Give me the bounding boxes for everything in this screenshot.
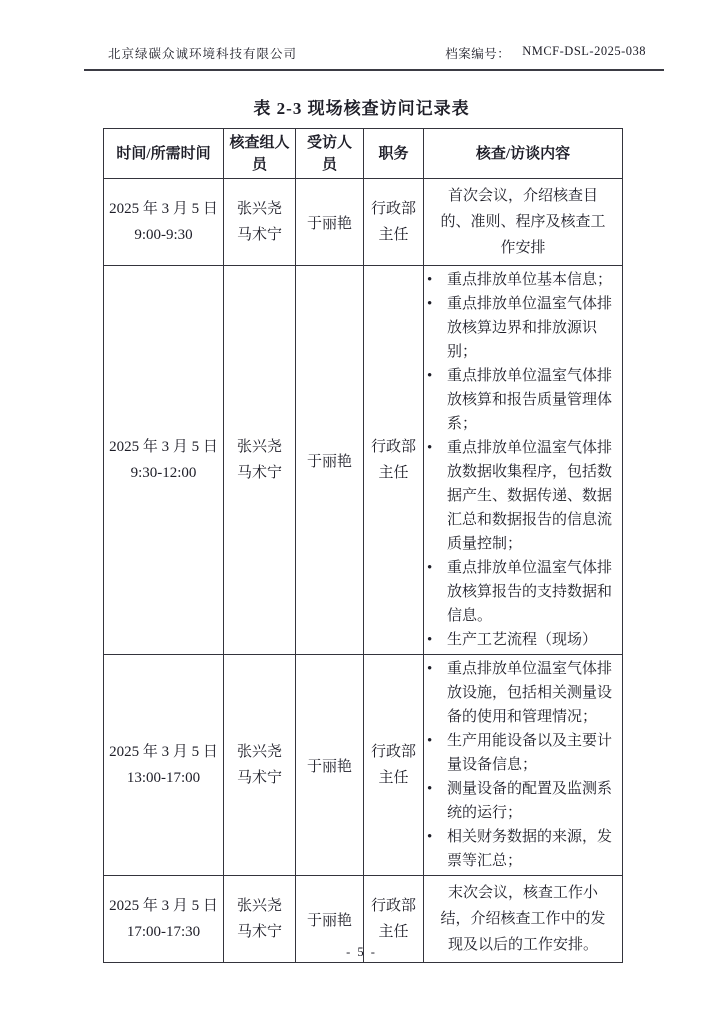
verifier-name: 马术宁 xyxy=(236,924,282,940)
list-item xyxy=(427,777,619,825)
role-text: 主任 xyxy=(378,465,409,481)
interviewee-cell: 于丽艳 xyxy=(296,266,364,655)
col-header-verifiers xyxy=(224,129,296,179)
list-item xyxy=(427,436,619,556)
bullet-list xyxy=(427,657,619,873)
role-text: 主任 xyxy=(378,924,409,940)
bullet-icon: • xyxy=(427,440,433,456)
bullet-text: 生产用能设备以及主要计量设备信息； xyxy=(447,733,613,773)
table-row xyxy=(104,266,623,655)
role-text: 主任 xyxy=(378,227,409,243)
verifiers-cell xyxy=(224,655,296,876)
col-header-content: 核查/访谈内容 xyxy=(424,129,623,179)
position-cell xyxy=(364,179,424,266)
list-item xyxy=(427,628,619,652)
time-cell xyxy=(104,179,224,266)
bullet-icon: • xyxy=(427,296,433,312)
list-item xyxy=(427,825,619,873)
page-header xyxy=(84,44,664,71)
date-text: 2025 年 3 月 5 日 xyxy=(109,744,218,760)
verifiers-cell xyxy=(224,266,296,655)
time-range-text: 9:00-9:30 xyxy=(134,227,193,243)
col-header-time: 时间/所需时间 xyxy=(104,129,224,179)
time-range-text: 9:30-12:00 xyxy=(130,465,197,481)
content-text: 首次会议，介绍核查目的、准则、程序及核查工作安排 xyxy=(440,188,606,256)
role-text: 主任 xyxy=(378,770,409,786)
dept-text: 行政部 xyxy=(370,744,416,760)
verifier-name: 马术宁 xyxy=(236,770,282,786)
archive-number xyxy=(445,44,664,62)
company-name: 北京绿碳众诚环境科技有限公司 xyxy=(108,47,298,61)
bullet-icon: • xyxy=(427,368,433,384)
col-header-position: 职务 xyxy=(364,129,424,179)
interviewee-cell: 于丽艳 xyxy=(296,876,364,963)
bullet-list xyxy=(427,268,619,652)
table-row xyxy=(104,655,623,876)
bullet-icon: • xyxy=(427,661,433,677)
content-cell xyxy=(424,655,623,876)
bullet-text: 测量设备的配置及监测系统的运行； xyxy=(447,781,613,821)
bullet-text: 重点排放单位温室气体排放数据收集程序，包括数据产生、数据传递、数据汇总和数据报告的信息流质量控制； xyxy=(447,440,613,552)
time-range-text: 17:00-17:30 xyxy=(126,924,201,940)
date-text: 2025 年 3 月 5 日 xyxy=(109,898,218,914)
position-cell xyxy=(364,266,424,655)
bullet-icon: • xyxy=(427,560,433,576)
verifier-name: 马术宁 xyxy=(236,227,282,243)
verifiers-cell xyxy=(224,179,296,266)
dept-text: 行政部 xyxy=(370,201,416,217)
list-item xyxy=(427,364,619,436)
archive-value: NMCF-DSL-2025-038 xyxy=(522,44,646,58)
content-cell xyxy=(424,266,623,655)
bullet-icon: • xyxy=(427,829,433,845)
bullet-text: 重点排放单位温室气体排放核算和报告质量管理体系； xyxy=(447,368,613,432)
col-header-interviewee-label: 受访人员 xyxy=(306,134,352,173)
archive-label: 档案编号： xyxy=(445,47,511,61)
list-item xyxy=(427,657,619,729)
verifier-name: 张兴尧 xyxy=(236,744,282,760)
content-cell xyxy=(424,179,623,266)
bullet-text: 重点排放单位温室气体排放核算边界和排放源识别； xyxy=(447,296,613,360)
bullet-icon: • xyxy=(427,733,433,749)
bullet-icon: • xyxy=(427,781,433,797)
bullet-icon: • xyxy=(427,632,433,648)
list-item xyxy=(427,729,619,777)
list-item xyxy=(427,292,619,364)
bullet-text: 重点排放单位温室气体排放核算报告的支持数据和信息。 xyxy=(447,560,613,624)
list-item xyxy=(427,268,619,292)
bullet-text: 重点排放单位基本信息； xyxy=(447,272,613,288)
col-header-interviewee xyxy=(296,129,364,179)
position-cell xyxy=(364,655,424,876)
interviewee-cell: 于丽艳 xyxy=(296,179,364,266)
table-row xyxy=(104,179,623,266)
dept-text: 行政部 xyxy=(370,898,416,914)
verifier-name: 马术宁 xyxy=(236,465,282,481)
verifier-name: 张兴尧 xyxy=(236,898,282,914)
time-range-text: 13:00-17:00 xyxy=(126,770,201,786)
content-text: 末次会议，核查工作小结，介绍核查工作中的发现及以后的工作安排。 xyxy=(440,885,606,953)
dept-text: 行政部 xyxy=(370,439,416,455)
time-cell xyxy=(104,655,224,876)
page-number: - 5 - xyxy=(346,945,377,959)
time-cell xyxy=(104,266,224,655)
verifier-name: 张兴尧 xyxy=(236,439,282,455)
bullet-text: 生产工艺流程（现场） xyxy=(447,632,598,648)
table-title: 表 2-3 现场核查访问记录表 xyxy=(253,99,470,118)
date-text: 2025 年 3 月 5 日 xyxy=(109,201,218,217)
list-item xyxy=(427,556,619,628)
verifier-name: 张兴尧 xyxy=(236,201,282,217)
interviewee-cell: 于丽艳 xyxy=(296,655,364,876)
bullet-text: 相关财务数据的来源，发票等汇总； xyxy=(447,829,613,869)
col-header-verifiers-label: 核查组人员 xyxy=(229,134,290,173)
bullet-text: 重点排放单位温室气体排放设施，包括相关测量设备的使用和管理情况； xyxy=(447,661,613,725)
site-visit-record-table xyxy=(103,128,623,963)
date-text: 2025 年 3 月 5 日 xyxy=(109,439,218,455)
table-header-row xyxy=(104,129,623,179)
bullet-icon: • xyxy=(427,272,433,288)
